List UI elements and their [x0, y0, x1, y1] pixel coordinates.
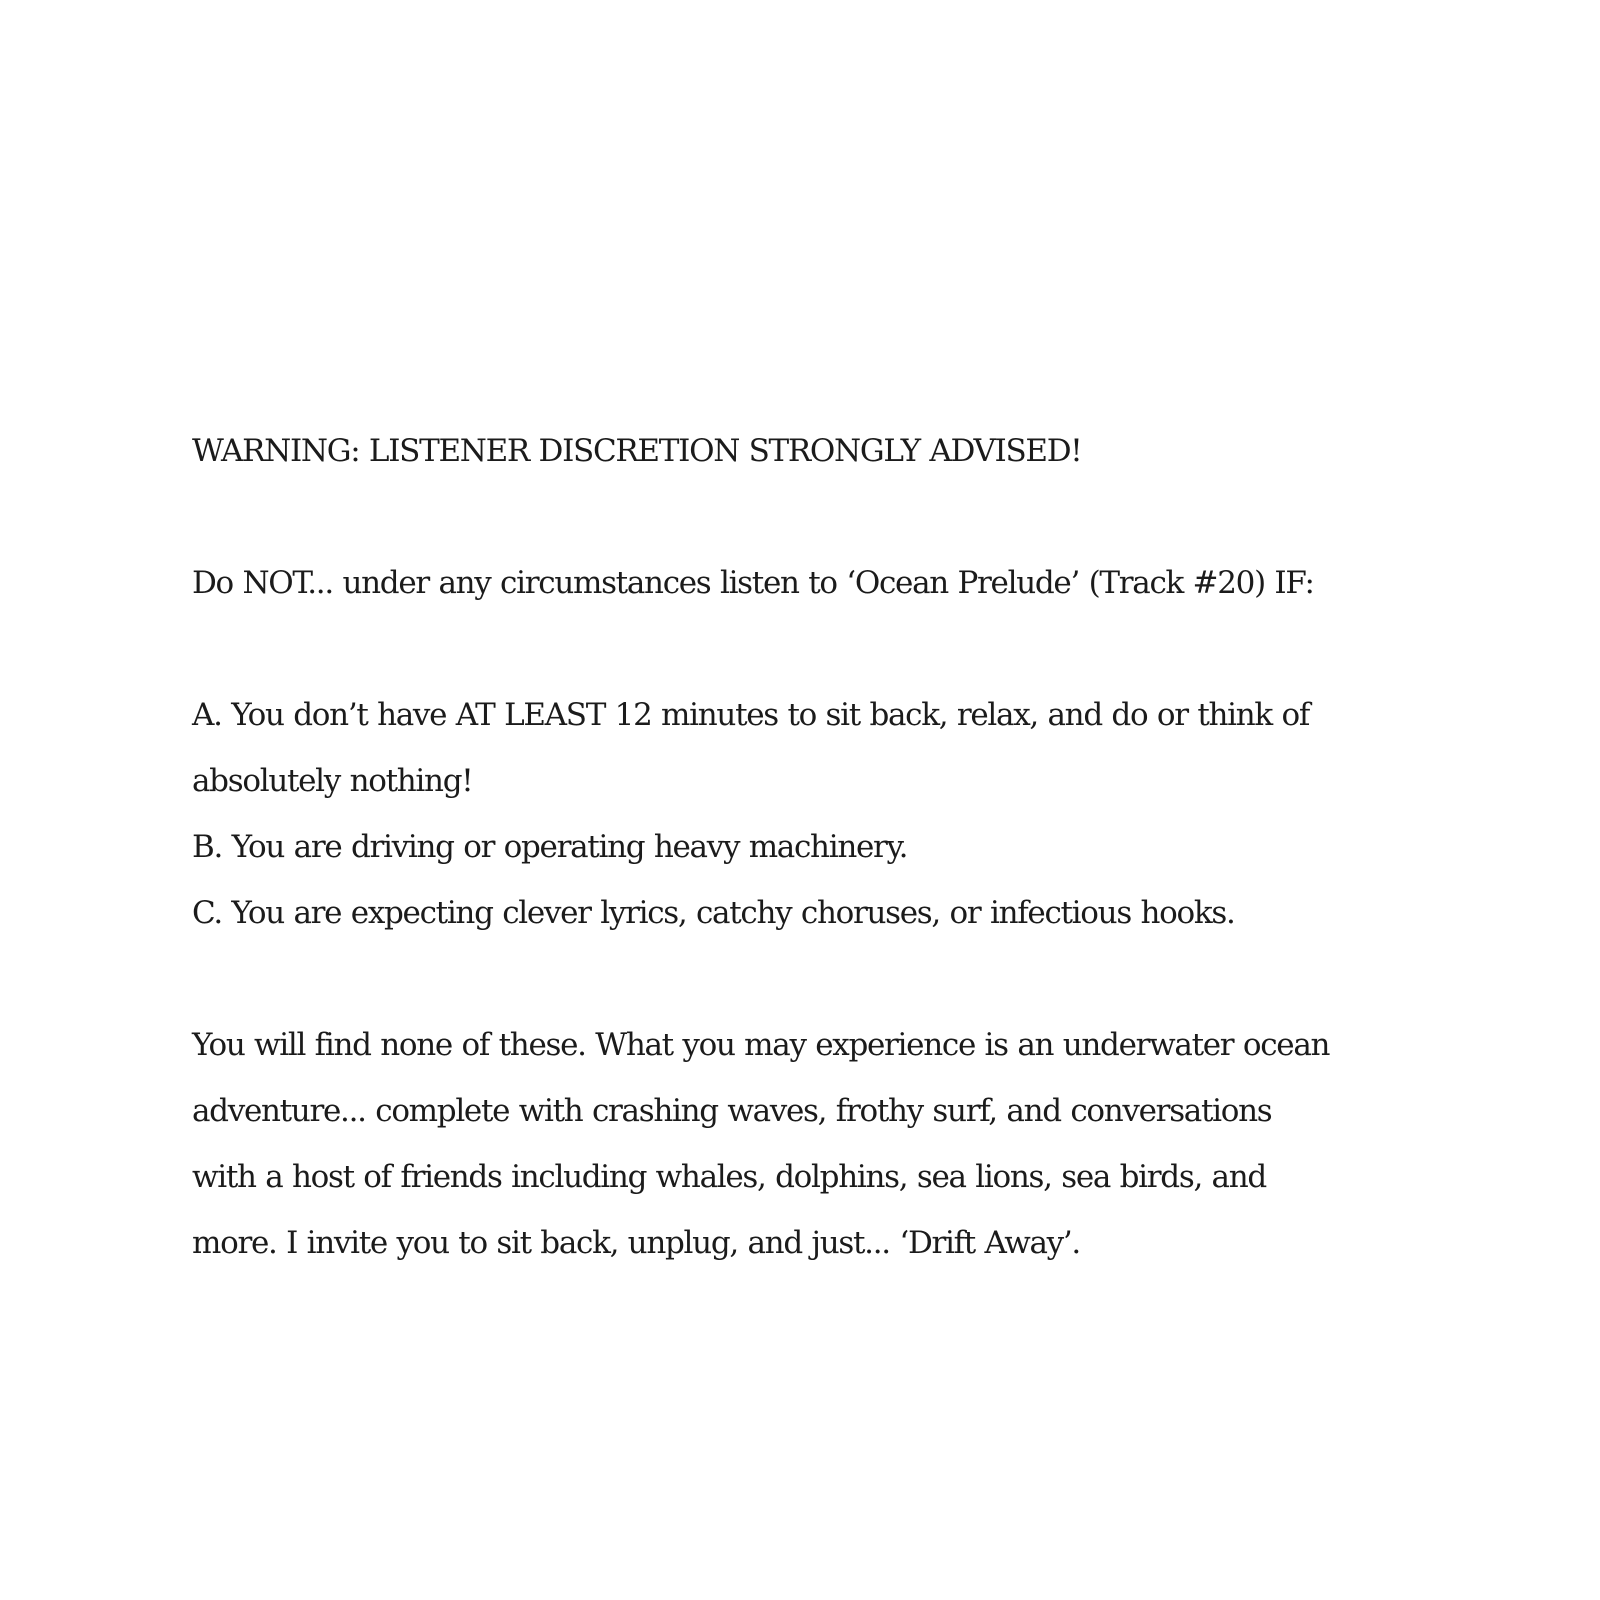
closing-line-4: more. I invite you to sit back, unplug, and just... ‘Drift Away’. — [192, 1225, 1080, 1261]
closing-line-1: You will find none of these. What you may experience is an underwater ocean — [192, 1027, 1330, 1063]
condition-a-line-1: A. You don’t have AT LEAST 12 minutes to sit back, relax, and do or think of — [192, 697, 1310, 733]
closing-line-2: adventure... complete with crashing waves, frothy surf, and conversations — [192, 1093, 1272, 1129]
warning-heading: WARNING: LISTENER DISCRETION STRONGLY ADVISED! — [192, 433, 1082, 469]
warning-intro: Do NOT... under any circumstances listen to ‘Ocean Prelude’ (Track #20) IF: — [192, 565, 1314, 601]
condition-a-line-2: absolutely nothing! — [192, 763, 473, 799]
warning-text-block — [192, 418, 1482, 1276]
paragraph-spacer — [192, 616, 1482, 682]
paragraph-spacer — [192, 484, 1482, 550]
condition-b: B. You are driving or operating heavy machinery. — [192, 829, 908, 865]
condition-c: C. You are expecting clever lyrics, catchy choruses, or infectious hooks. — [192, 895, 1235, 931]
closing-line-3: with a host of friends including whales, dolphins, sea lions, sea birds, and — [192, 1159, 1266, 1195]
paragraph-spacer — [192, 946, 1482, 1012]
